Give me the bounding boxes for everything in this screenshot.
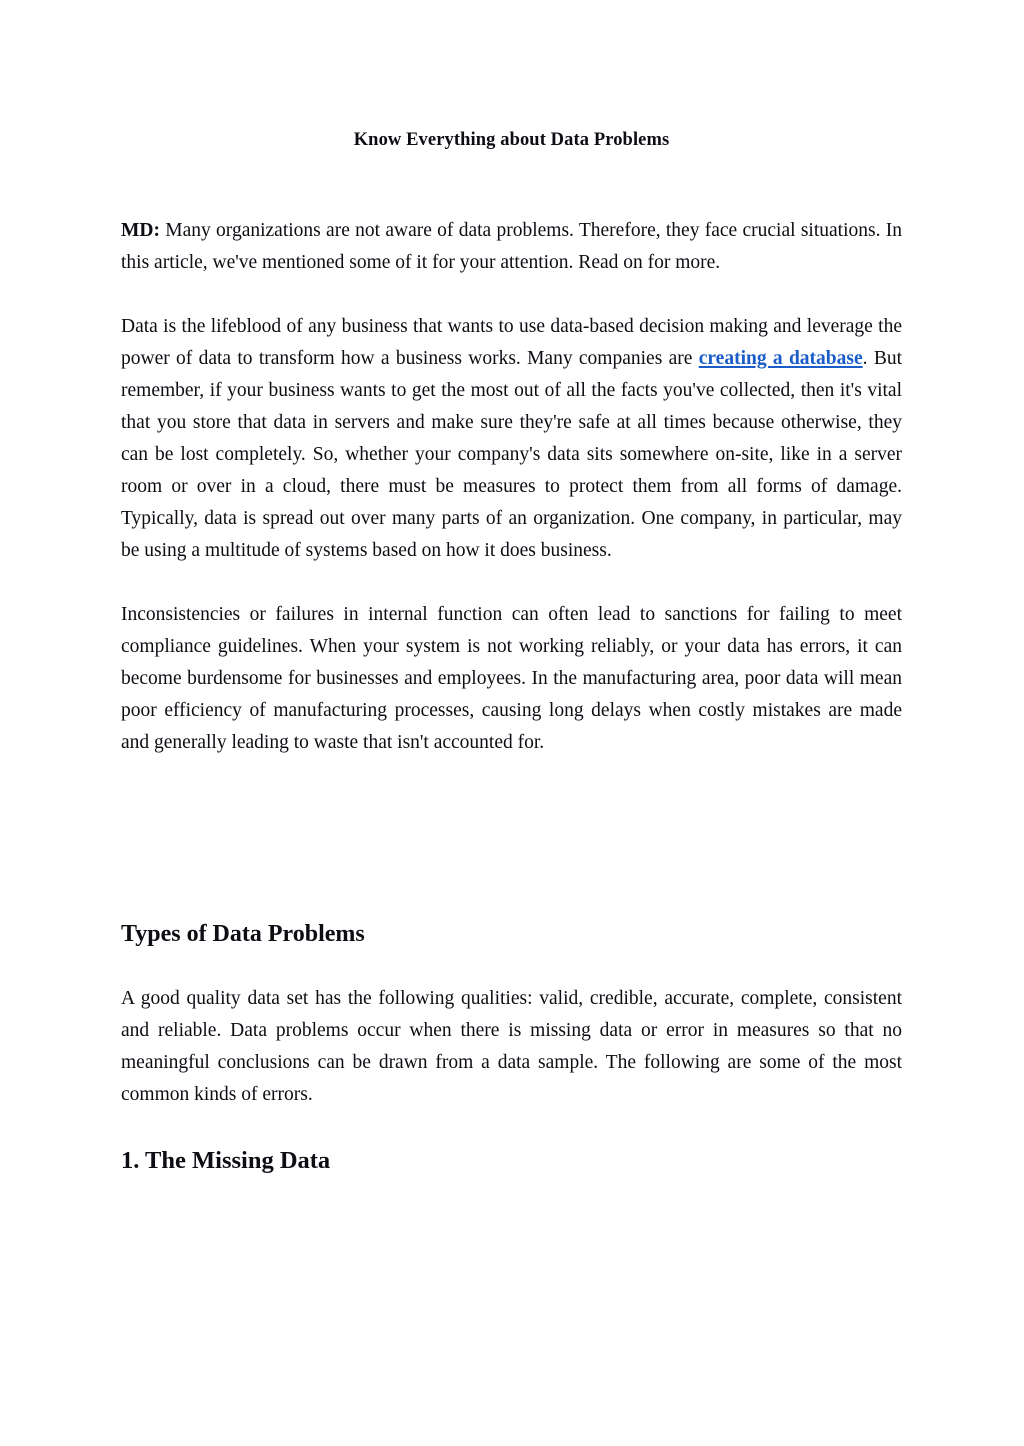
- page-title: Know Everything about Data Problems: [353, 130, 670, 150]
- heading-1-the-missing-data: 1. The Missing Data: [121, 1147, 331, 1175]
- md-body-text: Many organizations are not aware of data problems. Therefore, they face crucial situations. In this article, we've mentioned some of it for your attention. Read on for more.: [121, 220, 902, 274]
- body-paragraph-1: [121, 279, 902, 567]
- heading-types-of-data-problems: Types of Data Problems: [121, 921, 365, 948]
- document-content: [121, 0, 902, 1176]
- md-label: MD:: [121, 220, 160, 242]
- types-of-data-problems-paragraph: A good quality data set has the following qualities: valid, credible, accurate, complete, consistent and reliable. Data problems occur when there is missing data or error in measures so that no meaningful conclusions can be drawn from a data sample. The following are some of the most common kinds of errors.: [121, 988, 902, 1106]
- creating-a-database-link[interactable]: creating a database: [698, 348, 863, 370]
- paragraph-1-text-before-link: Data is the lifeblood of any business that wants to use data-based decision making and leverage the power of data to transform how a business works. Many companies are: [121, 316, 902, 370]
- body-paragraph-2: Inconsistencies or failures in internal function can often lead to sanctions for failing to meet compliance guidelines. When your system is not working reliably, or your data has errors, it can become burdensome for businesses and employees. In the manufacturing area, poor data will mean poor efficiency of manufacturing processes, causing long delays when costly mistakes are made and generally leading to waste that isn't accounted for.: [121, 604, 902, 754]
- paragraph-1-text-after-link: . But remember, if your business wants to get the most out of all the facts you've collected, then it's vital that you store that data in servers and make sure they're safe at all times because otherwise, they can be lost completely. So, whether your company's data sits somewhere on-site, like in a server room or over in a cloud, there must be measures to protect them from all forms of damage. Typically, data is spread out over many parts of an organization. One company, in particular, may be using a multitude of systems based on how it does business.: [121, 348, 903, 562]
- intro-paragraph: [121, 152, 902, 279]
